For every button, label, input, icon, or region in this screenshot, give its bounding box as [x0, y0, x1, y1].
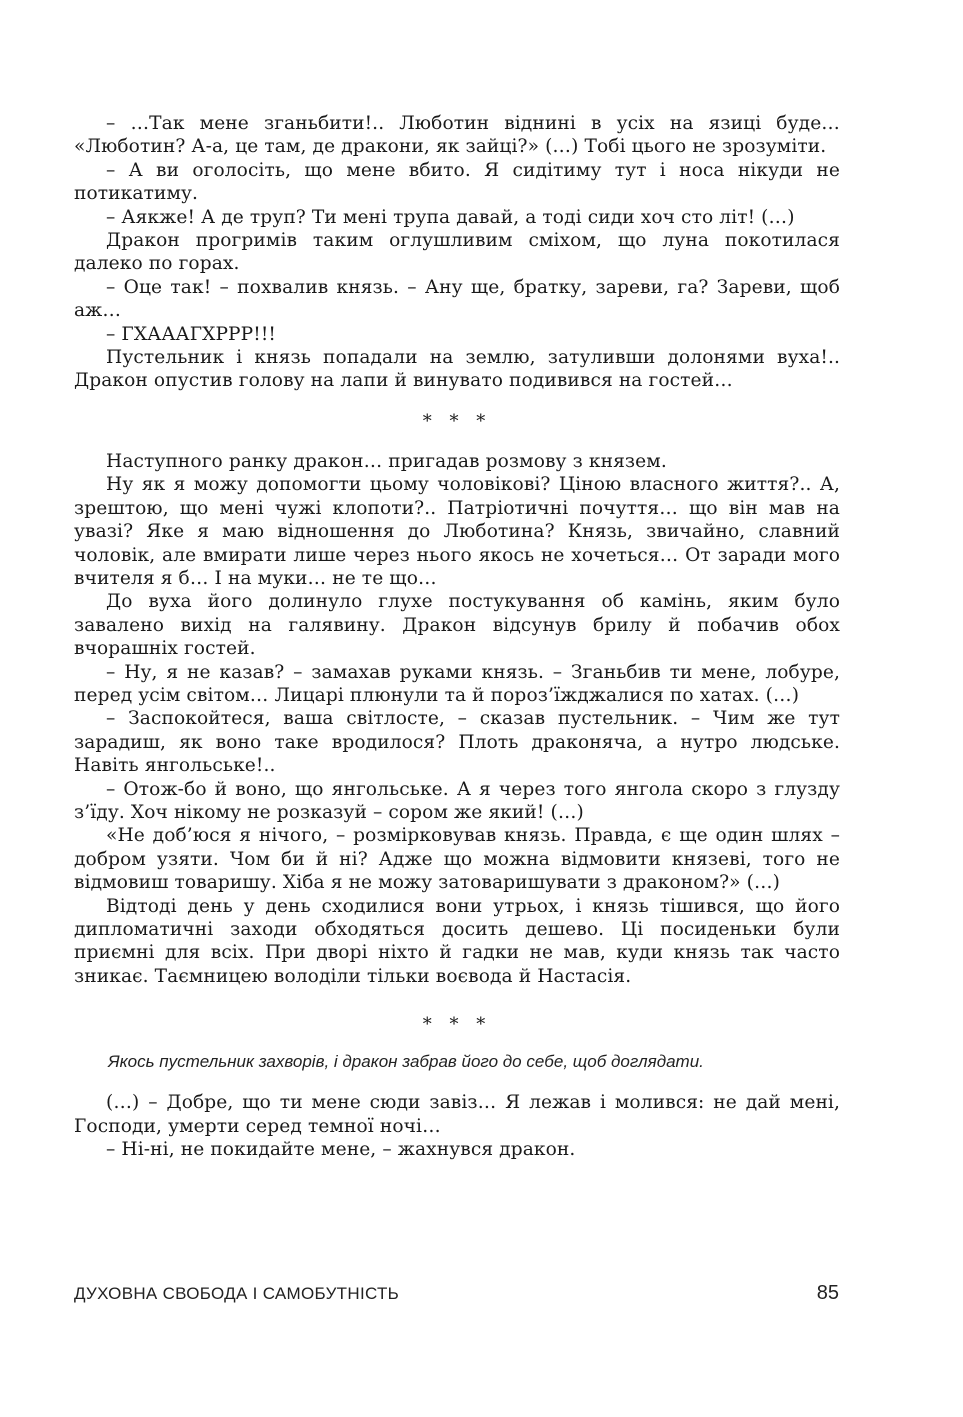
section-separator: * * *	[422, 1014, 492, 1036]
footer-section-title: ДУХОВНА СВОБОДА І САМОБУТНІСТЬ	[74, 1284, 400, 1303]
paragraph: Ну як я можу допомогти цьому чоловікові? Ціною власного життя?.. А, зрештою, що мені чужі клопоти?.. Патріотичні почуття… що він мав на увазі? Яке я маю відношення до Люботина? Князь, звичайно, славний чоловік, але вмирати лише через нього якось не хочеться… От заради мого вчителя я б… І на муки… не те що…	[74, 474, 840, 589]
page-number: 85	[816, 1282, 839, 1304]
paragraph: Дракон прогримів таким оглушливим сміхом, що луна покотилася далеко по горах.	[74, 230, 840, 275]
text-block-3	[74, 1091, 840, 1161]
paragraph: Наступного ранку дракон… пригадав розмову з князем.	[106, 450, 667, 472]
paragraph: До вуха його долинуло глухе постукування об камінь, яким було завалено вихід на галявину. Дракон відсунув брилу й побачив обох вчорашніх гостей.	[74, 591, 840, 660]
text-block-2	[74, 450, 840, 988]
paragraph: – А ви оголосіть, що мене вбито. Я сидітиму тут і носа нікуди не потикатиму.	[74, 159, 840, 205]
section-separator: * * *	[422, 410, 492, 432]
paragraph: – ГХАААГХРРР!!!	[106, 323, 276, 345]
page-content	[74, 112, 840, 1161]
paragraph: – Отож-бо й воно, що янгольське. А я через того янгола скоро з глузду з’їду. Хоч нікому не розказуй – сором же який! (…)	[74, 778, 840, 823]
paragraph: Відтоді день у день сходилися вони утрьох, і князь тішився, що його дипломатичні заходи обходяться досить дешево. Ці посиденьки були приємні для всіх. При дворі ніхто й гадки не мав, куди князь так часто зникає. Таємницею володіли тільки воєвода й Настасія.	[74, 895, 840, 987]
paragraph: – …Так мене зганьбити!.. Люботин віднині в усіх на язиці буде… «Люботин? А-а, це там, де дракони, як зайці?» (…) Тобі цього не зрозуміти.	[74, 113, 840, 158]
paragraph: – Оце так! – похвалив князь. – Ану ще, братку, зареви, га? Зареви, щоб аж…	[74, 276, 840, 322]
paragraph: – Ні-ні, не покидайте мене, – жахнувся дракон.	[106, 1139, 576, 1161]
italic-note: Якось пустельник захворів, і дракон забрав його до себе, щоб доглядати.	[108, 1052, 704, 1072]
paragraph: Пустельник і князь попадали на землю, затуливши долонями вуха!.. Дракон опустив голову на лапи й винувато подивився на гостей…	[74, 347, 840, 392]
paragraph: – Ну, я не казав? – замахав руками князь. – Зганьбив ти мене, лобуре, перед усім світом… Лицарі плюнули та й пороз’їжджалися по хатах. (…)	[74, 661, 840, 706]
paragraph: – Аякже! А де труп? Ти мені трупа давай, а тоді сиди хоч сто літ! (…)	[106, 206, 795, 228]
text-block-1	[74, 112, 840, 393]
paragraph: (…) – Добре, що ти мене сюди завіз… Я лежав і молився: не дай мені, Господи, умерти серед темної ночі…	[74, 1092, 840, 1137]
paragraph: – Заспокойтеся, ваша світлосте, – сказав пустельник. – Чим же тут зарадиш, як воно таке вродилося? Плоть драконяча, а нутро людське. Навіть янгольське!..	[74, 708, 840, 777]
paragraph: «Не доб’юся я нічого, – розмірковував князь. Правда, є ще один шлях – добром узяти. Чом би й ні? Адже що можна відмовити князеві, того не відмовиш товаришу. Хіба я не можу затоваришувати з драконом?» (…)	[74, 825, 840, 894]
